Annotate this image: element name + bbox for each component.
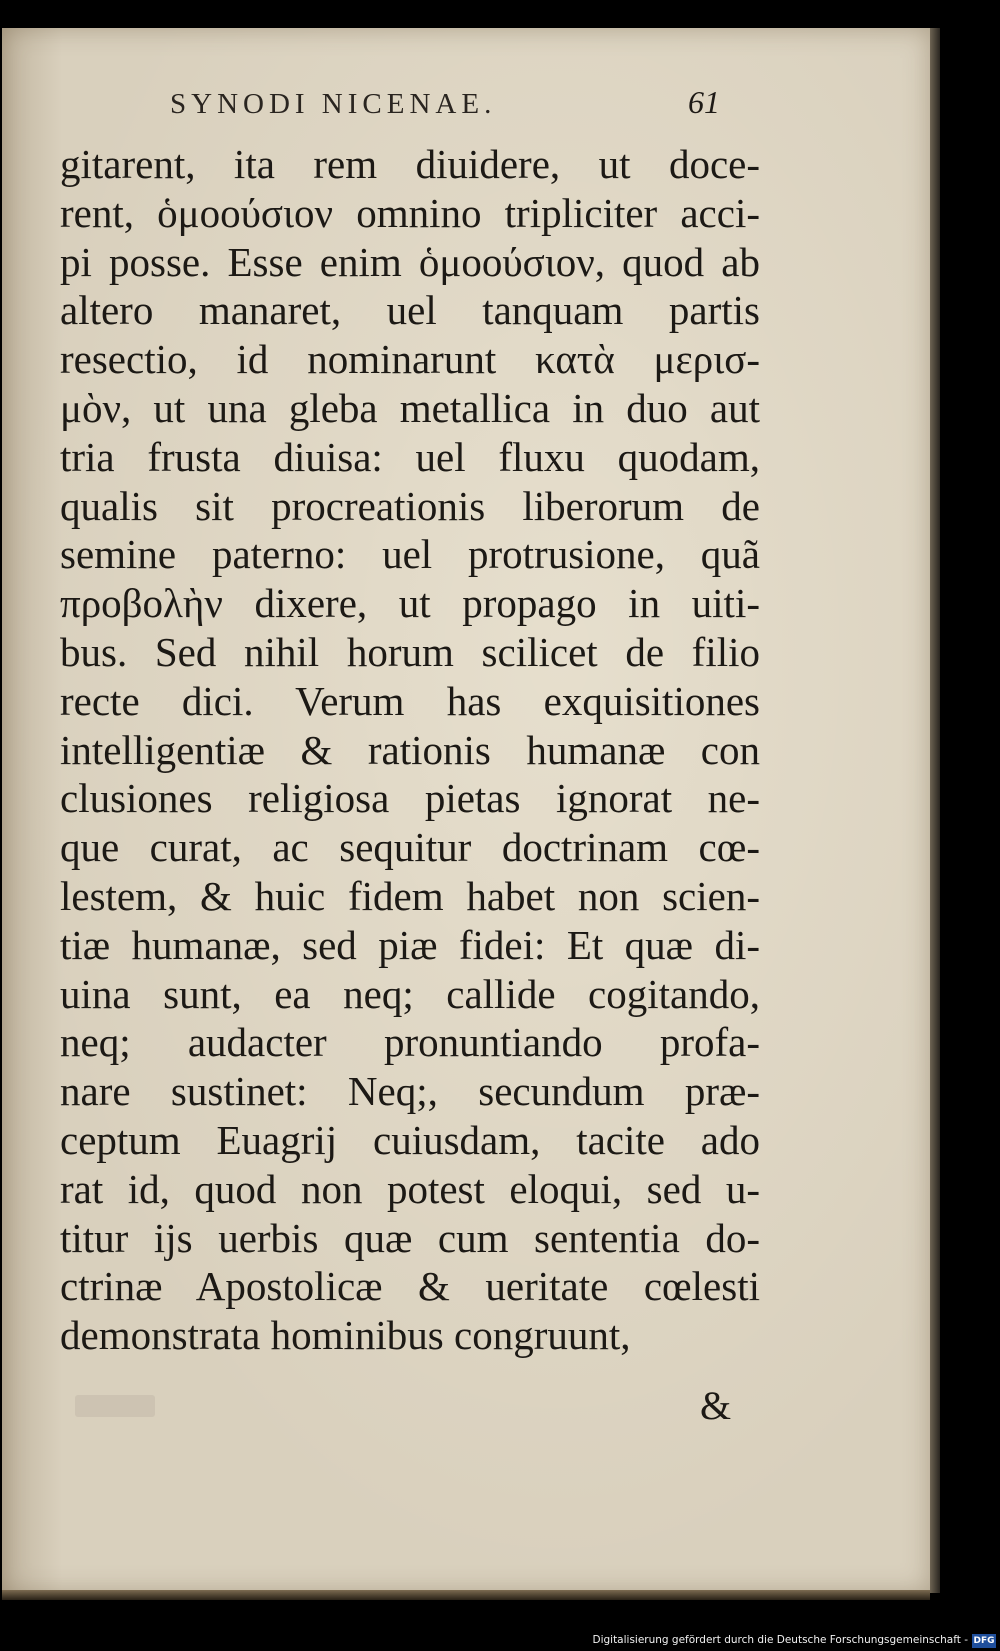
folio-number: 61 (688, 84, 720, 120)
text-line: que curat, ac sequitur doctrinam cœ- (60, 824, 760, 871)
text-line: rat id, quod non potest eloqui, sed u- (60, 1165, 760, 1212)
text-line: recte dici. Verum has exquisitiones (60, 677, 760, 724)
funding-credit: Digitalisierung gefördert durch die Deutsche Forschungsgemeinschaft - (592, 1634, 968, 1646)
text-line: nare sustinet: Neq;, secundum præ- (60, 1068, 760, 1115)
text-line: tiæ humanæ, sed piæ fidei: Et quæ di- (60, 921, 760, 968)
text-line: μὸν, ut una gleba metallica in duo aut (60, 384, 760, 431)
text-line: bus. Sed nihil horum scilicet de filio (60, 628, 760, 675)
dfg-logo[interactable]: DFG (973, 1636, 995, 1646)
text-line: intelligentiæ & rationis humanæ con (60, 726, 760, 773)
page-header (60, 82, 760, 132)
faded-bleed-through-mark (75, 1395, 155, 1417)
text-line: uina sunt, ea neq; callide cogitando, (60, 970, 760, 1017)
running-title: SYNODI NICENAE. (170, 88, 497, 120)
text-block (60, 140, 760, 1360)
page-bottom-edge (2, 1590, 930, 1600)
text-line: gitarent, ita rem diuidere, ut doce- (60, 141, 760, 187)
text-line: qualis sit procreationis liberorum de (60, 482, 760, 529)
text-line: pi posse. Esse enim ὁμοούσιον, quod ab (60, 238, 760, 285)
text-line: neq; audacter pronuntiando profa- (60, 1019, 760, 1066)
catchword: & (700, 1383, 732, 1428)
page-edge (930, 28, 940, 1593)
text-line: rent, ὁμοούσιον omnino tripliciter acci- (60, 189, 760, 236)
text-line: ctrinæ Apostolicæ & ueritate cœlesti (60, 1263, 760, 1310)
text-line: προβολὴν dixere, ut propago in uiti- (60, 580, 760, 627)
text-line: resectio, id nominarunt κατὰ μερισ- (60, 336, 760, 383)
text-line: tria frusta diuisa: uel fluxu quodam, (60, 433, 760, 480)
text-line: clusiones religiosa pietas ignorat ne- (60, 775, 760, 822)
text-line: lestem, & huic fidem habet non scien- (60, 872, 760, 919)
digitization-footer (0, 1632, 1000, 1651)
text-line: semine paterno: uel protrusione, quã (60, 531, 760, 578)
text-line: altero manaret, uel tanquam partis (60, 287, 760, 334)
text-line: demonstrata hominibus congruunt, (60, 1312, 631, 1359)
text-line: ceptum Euagrij cuiusdam, tacite ado (60, 1116, 760, 1163)
text-line: titur ijs uerbis quæ cum sententia do- (60, 1214, 760, 1261)
